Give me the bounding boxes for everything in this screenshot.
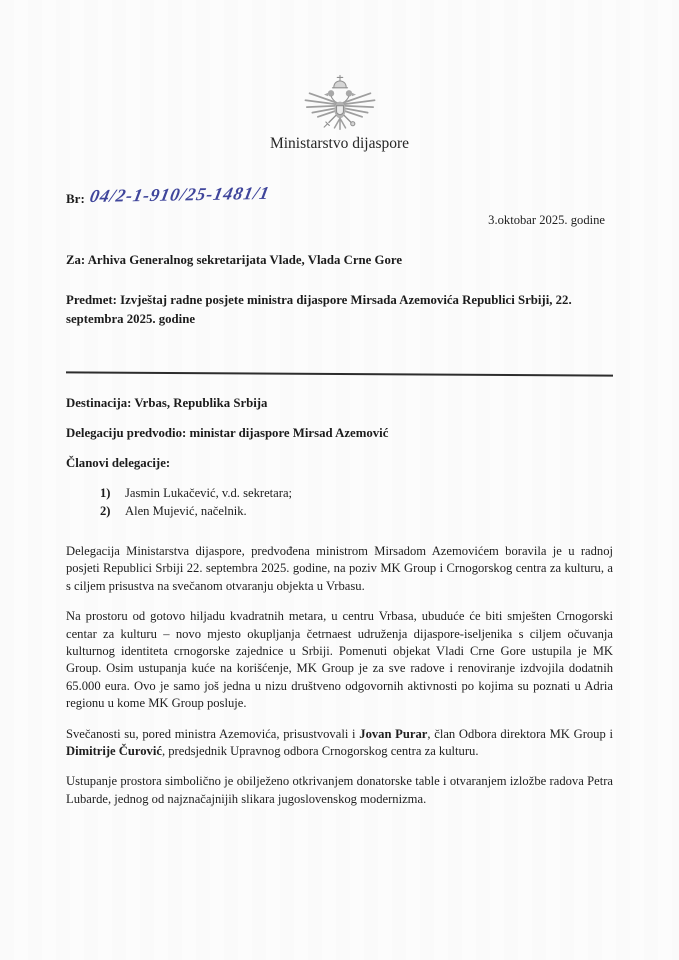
paragraph-4: Ustupanje prostora simbolično je obilježeno otkrivanjem donatorske table i otvaranjem izložbe radova Petra Lubarde, jednog od najznačajnijih slikara jugoslovenskog modernizma. xyxy=(66,774,613,806)
person-name-jovan-purar: Jovan Purar xyxy=(359,726,428,741)
member-number: 1) xyxy=(100,486,111,500)
delegation-leader-line: Delegaciju predvodio: ministar dijaspore Mirsad Azemović xyxy=(66,426,389,440)
paragraph-3 xyxy=(66,726,613,761)
separator-line xyxy=(66,371,613,376)
delegation-member-row xyxy=(100,484,613,502)
person-name-dimitrije-curovic: Dimitrije Čurović xyxy=(66,744,162,759)
delegation-members-heading: Članovi delegacije: xyxy=(66,456,171,470)
paragraph-2: Na prostoru od gotovo hiljadu kvadratnih metara, u centru Vrbasa, ubuduće će biti smješten Crnogorski centar za kulturu – novo mjesto okupljanja četrnaest udruženja dijaspore-iseljenika s ciljem očuvanja kulturnog identiteta crnogorske zajednice u Srbiji. Pomenuti objekat Vladi Crne Gore ustupila je MK Group. Osim ustupanja kuće na korišćenje, MK Group je za sve radove i renoviranje izdvojila dodatnih 65.000 eura. Ovo je samo još jedna u nizu društveno odgovornih aktivnosti po kojima su poznati u Adria regionu u kome MK Group posluje. xyxy=(66,609,613,711)
member-text: Jasmin Lukačević, v.d. sekretara; xyxy=(125,486,293,500)
paragraph-3-text: Svečanosti su, pored ministra Azemovića, prisustvovali i xyxy=(66,726,360,741)
paragraph-3-text: , predsjednik Upravnog odbora Crnogorskog centra za kulturu. xyxy=(161,744,479,759)
recipient-line: Za: Arhiva Generalnog sekretarijata Vlade, Vlada Crne Gore xyxy=(66,253,403,267)
montenegro-coat-of-arms-icon xyxy=(294,119,386,136)
subject-line: Predmet: Izvještaj radne posjete ministra dijaspore Mirsada Azemovića Republici Srbiji, 22. septembra 2025. godine xyxy=(66,293,572,326)
member-number: 2) xyxy=(100,504,111,518)
member-text: Alen Mujević, načelnik. xyxy=(125,504,247,518)
reference-number-handwritten: 04/2-1-910/25-1481/1 xyxy=(87,182,272,207)
reference-row xyxy=(66,182,613,216)
letter-date: 3.oktobar 2025. godine xyxy=(488,213,605,227)
destination-line: Destinacija: Vrbas, Republika Srbija xyxy=(66,396,268,410)
scan-speck xyxy=(210,805,213,807)
paragraph-3-text: , član Odbora direktora MK Group i xyxy=(427,726,613,741)
paragraph-1: Delegacija Ministarstva dijaspore, predvođena ministrom Mirsadom Azemovićem boravila je u radnoj posjeti Republici Srbiji 22. septembra 2025. godine, na poziv MK Group i Crnogorskog centra za kulturu, a s ciljem prisustva na svečanom otvaranju objekta u Vrbasu. xyxy=(66,544,613,593)
delegation-members-list xyxy=(66,484,613,520)
delegation-member-row xyxy=(100,502,613,520)
letterhead xyxy=(66,74,613,132)
reference-label: Br: xyxy=(66,191,85,206)
ministry-name: Ministarstvo dijaspore xyxy=(269,135,410,152)
